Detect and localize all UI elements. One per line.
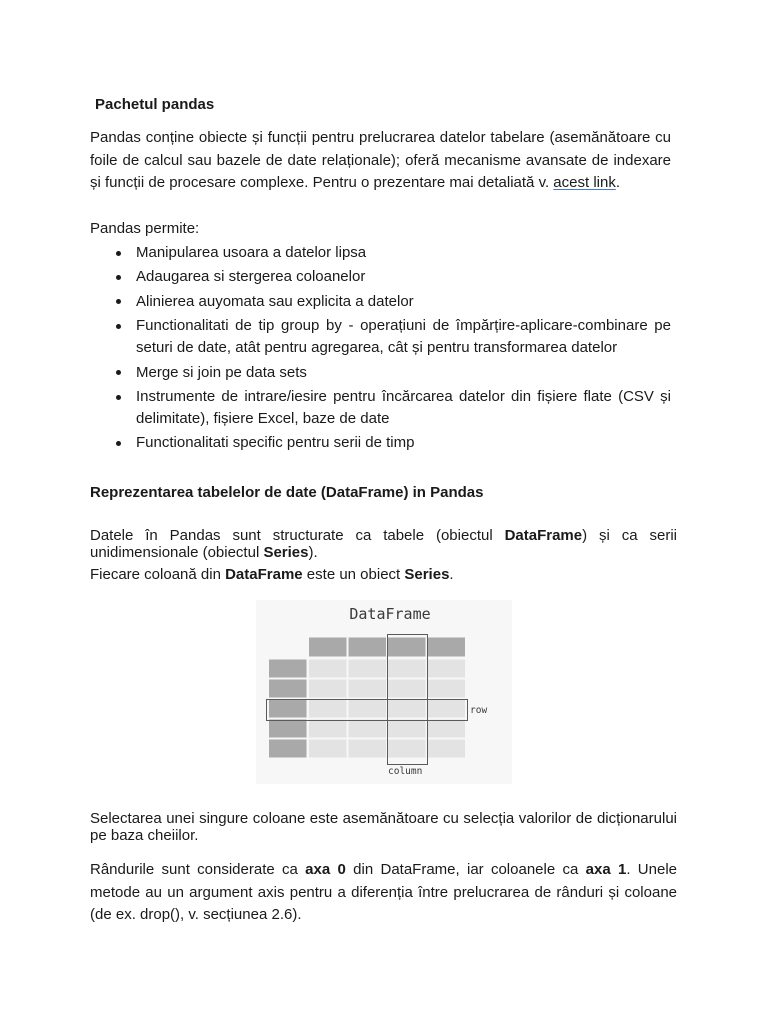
index-cell bbox=[269, 720, 307, 738]
columns-text: este un obiect bbox=[302, 565, 405, 583]
intro-text-end: . bbox=[615, 174, 620, 191]
column-header-cell bbox=[428, 638, 466, 657]
row-label: row bbox=[470, 705, 488, 716]
data-cell bbox=[428, 700, 466, 718]
dataframe-diagram-svg bbox=[256, 600, 512, 784]
axis-0-term: axa 0 bbox=[305, 861, 346, 878]
series-term: Series bbox=[263, 543, 309, 561]
acest-link[interactable]: acest link bbox=[553, 174, 616, 191]
data-cell bbox=[428, 740, 466, 758]
data-cell bbox=[388, 680, 426, 698]
columns-text: Fiecare coloană din bbox=[90, 565, 226, 583]
list-item-text: seturi de date, atât pentru agregarea, cât și pentru transformarea datelor bbox=[136, 339, 618, 357]
axes-text: . Unele bbox=[626, 861, 677, 878]
features-label: Pandas permite: bbox=[90, 220, 200, 237]
data-cell bbox=[428, 680, 466, 698]
data-cell bbox=[428, 660, 466, 678]
bullet-icon bbox=[116, 324, 121, 329]
column-header-cell bbox=[309, 638, 347, 657]
columns-text: . bbox=[449, 565, 454, 583]
list-item bbox=[90, 432, 671, 454]
column-label: column bbox=[388, 766, 423, 777]
axes-line: (de ex. drop(), v. secțiunea 2.6). bbox=[90, 906, 302, 923]
section-heading: Reprezentarea tabelelor de date (DataFrame) in Pandas bbox=[90, 484, 484, 501]
bullet-icon bbox=[116, 251, 121, 256]
intro-line: Pandas conține obiecte și funcții pentru prelucrarea datelor tabelare (asemănătoare cu bbox=[90, 129, 671, 146]
data-cell bbox=[388, 660, 426, 678]
series-term: Series bbox=[404, 565, 450, 583]
data-cell bbox=[349, 660, 387, 678]
intro-line bbox=[90, 172, 671, 195]
axes-line bbox=[90, 859, 677, 882]
index-cell bbox=[269, 680, 307, 698]
intro-paragraph bbox=[90, 127, 671, 195]
axes-paragraph bbox=[90, 859, 677, 927]
data-cell bbox=[349, 700, 387, 718]
data-cell bbox=[309, 660, 347, 678]
data-cell bbox=[388, 700, 426, 718]
list-item bbox=[90, 266, 671, 288]
column-header-cell bbox=[349, 638, 387, 657]
index-cell bbox=[269, 700, 307, 718]
list-item bbox=[90, 386, 671, 430]
features-list bbox=[90, 242, 671, 457]
structure-text: Datele în Pandas sunt structurate ca tabele (obiectul bbox=[90, 526, 505, 544]
data-cell bbox=[388, 720, 426, 738]
data-cell bbox=[388, 740, 426, 758]
diagram-title: DataFrame bbox=[349, 605, 431, 623]
index-cell bbox=[269, 660, 307, 678]
selection-line: Selectarea unei singure coloane este asemănătoare cu selecția valorilor de dicționarului bbox=[90, 809, 677, 827]
list-item-text: delimitate), fișiere Excel, baze de date bbox=[136, 409, 390, 427]
bullet-icon bbox=[116, 299, 121, 304]
axes-line: metode au un argument axis pentru a diferenția între prelucrarea de rânduri și coloane bbox=[90, 883, 677, 901]
index-cell bbox=[269, 740, 307, 758]
index-cells bbox=[269, 660, 307, 758]
data-cell bbox=[309, 720, 347, 738]
selection-paragraph bbox=[90, 810, 677, 844]
data-cell bbox=[309, 740, 347, 758]
axes-text: Rândurile sunt considerate ca bbox=[90, 861, 306, 878]
dataframe-diagram bbox=[256, 600, 512, 784]
dataframe-term: DataFrame bbox=[225, 565, 303, 583]
dataframe-term: DataFrame bbox=[504, 526, 583, 544]
list-item-text: Merge si join pe data sets bbox=[136, 363, 307, 381]
bullet-icon bbox=[116, 275, 121, 280]
list-item bbox=[90, 315, 671, 359]
structure-text: ). bbox=[308, 543, 318, 561]
data-cell bbox=[428, 720, 466, 738]
structure-line bbox=[90, 527, 677, 544]
data-cell bbox=[349, 680, 387, 698]
intro-line: foile de calcul sau bazele de date relaționale); oferă mecanisme avansate de indexare bbox=[90, 151, 671, 169]
bullet-icon bbox=[116, 395, 121, 400]
list-item-text: Functionalitati specific pentru serii de timp bbox=[136, 434, 415, 452]
axes-text: din DataFrame, iar coloanele ca bbox=[345, 861, 586, 878]
structure-paragraph bbox=[90, 527, 677, 561]
columns-line bbox=[90, 566, 454, 583]
data-cell bbox=[349, 740, 387, 758]
list-item-text: Alinierea auyomata sau explicita a datelor bbox=[136, 292, 414, 310]
data-cell bbox=[349, 720, 387, 738]
list-item bbox=[90, 291, 671, 313]
list-item-text: Adaugarea si stergerea coloanelor bbox=[136, 268, 366, 286]
list-item-text: Functionalitati de tip group by - operațiuni de împărțire-aplicare-combinare pe bbox=[136, 317, 671, 335]
data-cell bbox=[309, 680, 347, 698]
structure-text: unidimensionale (obiectul bbox=[90, 543, 264, 561]
structure-line bbox=[90, 544, 677, 561]
bullet-icon bbox=[116, 441, 121, 446]
data-cell bbox=[309, 700, 347, 718]
list-item bbox=[90, 362, 671, 384]
list-item bbox=[90, 242, 671, 264]
intro-text: și funcții de procesare complexe. Pentru o prezentare mai detaliată v. bbox=[90, 174, 554, 191]
list-item-text: Manipularea usoara a datelor lipsa bbox=[136, 244, 367, 261]
list-item-text: Instrumente de intrare/iesire pentru încărcarea datelor din fișiere flate (CSV și bbox=[136, 387, 671, 405]
selection-line: pe baza cheiilor. bbox=[90, 826, 199, 844]
axis-1-term: axa 1 bbox=[585, 861, 627, 878]
section-title: Pachetul pandas bbox=[95, 96, 215, 113]
bullet-icon bbox=[116, 370, 121, 375]
structure-text: ) și ca serii bbox=[582, 526, 677, 544]
column-header-cell bbox=[388, 638, 426, 657]
